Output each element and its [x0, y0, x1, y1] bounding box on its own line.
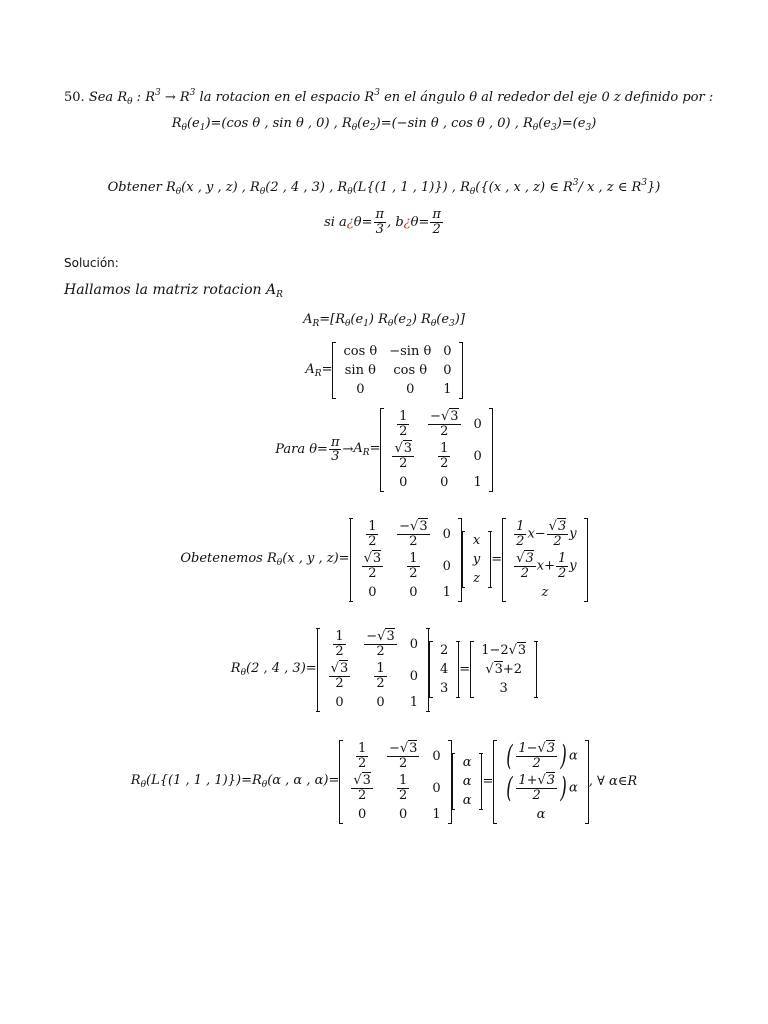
rxyz-equation: Obetenemos $R_\theta(x$ , y , z)= $\frac{1}{2}$ $\frac{-√3}{2}$ 0 $\frac{√3}{2}$ $\frac{1}{2}$ 0 0 0 1 x y z = $\frac{1}{2}$ x− $\frac{√3}{2}$ y $\frac{√3}{2}$ x+ $\frac{1}{2}$ y z: [0, 518, 768, 602]
rl111-equation: $R_\theta(L\{(1$ , 1 , $1)\})=R_\theta(\alpha$ , α , α)= $\frac{1}{2}$ $\frac{-√3}{2}$ 0 $\frac{√3}{2}$ $\frac{1}{2}$ 0 0 0 1 α α α = ( $\frac{1-√3}{2}$ ) α ( $\frac{1+√3}{2}$ ) α α , ∀ α∈R: [130, 739, 638, 822]
alpha-suffix: , ∀ α∈R: [588, 774, 638, 790]
solution-label: Solución:: [64, 256, 119, 270]
r243-equation: $R_\theta(2$ , 4 , 3)= $\frac{1}{2}$ $\frac{-√3}{2}$ 0 $\frac{√3}{2}$ $\frac{1}{2}$ 0 0 0 1 2 4 3 = 1−2√3 √3+2 3: [0, 628, 768, 712]
ar-definition: $A_R=[R_\theta(e_1)$ $R_\theta(e_2)$ $R_\theta(e_3)$]: [303, 312, 465, 329]
problem-intro: Sea: [88, 90, 114, 105]
problem-number: 50.: [64, 90, 85, 105]
problem-angle-text: en el ángulo θ al rededor del eje 0 z definido por :: [384, 90, 714, 105]
obtain-line: Obtener $R_\theta(x$ , y , z) , $R_\theta(2$ , 4 , 3) , $R_\theta(L\{(1$ , 1 , 1)}) , $R_\theta(\{(x$ , x , z) ∈ $R^3/$ x , z ∈ $R^3$}): [107, 178, 661, 197]
definitions-line: $R_\theta(e_1)=(\cos$ θ , sin θ , 0) , $R_\theta(e_2)=(-\sin$ θ , cos θ , 0) , $R_\theta(e_3)=(e_3)$: [171, 116, 597, 133]
problem-map-text: la rotacion en el espacio: [199, 90, 361, 105]
ar-pi3-matrix: Para θ= $\frac{\pi}{3}$ → $A_R=$ $\frac{1}{2}$ $\frac{-√3}{2}$ 0 $\frac{√3}{2}$ $\frac{1}{2}$ 0 0 0 1: [0, 408, 768, 492]
conditions-line: si a¿θ= $\frac{\pi}{3}$ , b¿θ= $\frac{\pi}{2}$: [324, 207, 441, 237]
ar-general-matrix: $A_R=$ cos θ −sin θ 0 sin θ cos θ 0 0 0 1: [0, 342, 768, 399]
problem-statement: 50. Sea $R_\theta$ : $R^3 \to R^3$ la rotacion en el espacio $R^3$ en el ángulo θ al rededor del eje 0 z definido por :: [64, 88, 714, 107]
solution-heading: Hallamos la matriz rotacion $A_R$: [64, 282, 283, 300]
